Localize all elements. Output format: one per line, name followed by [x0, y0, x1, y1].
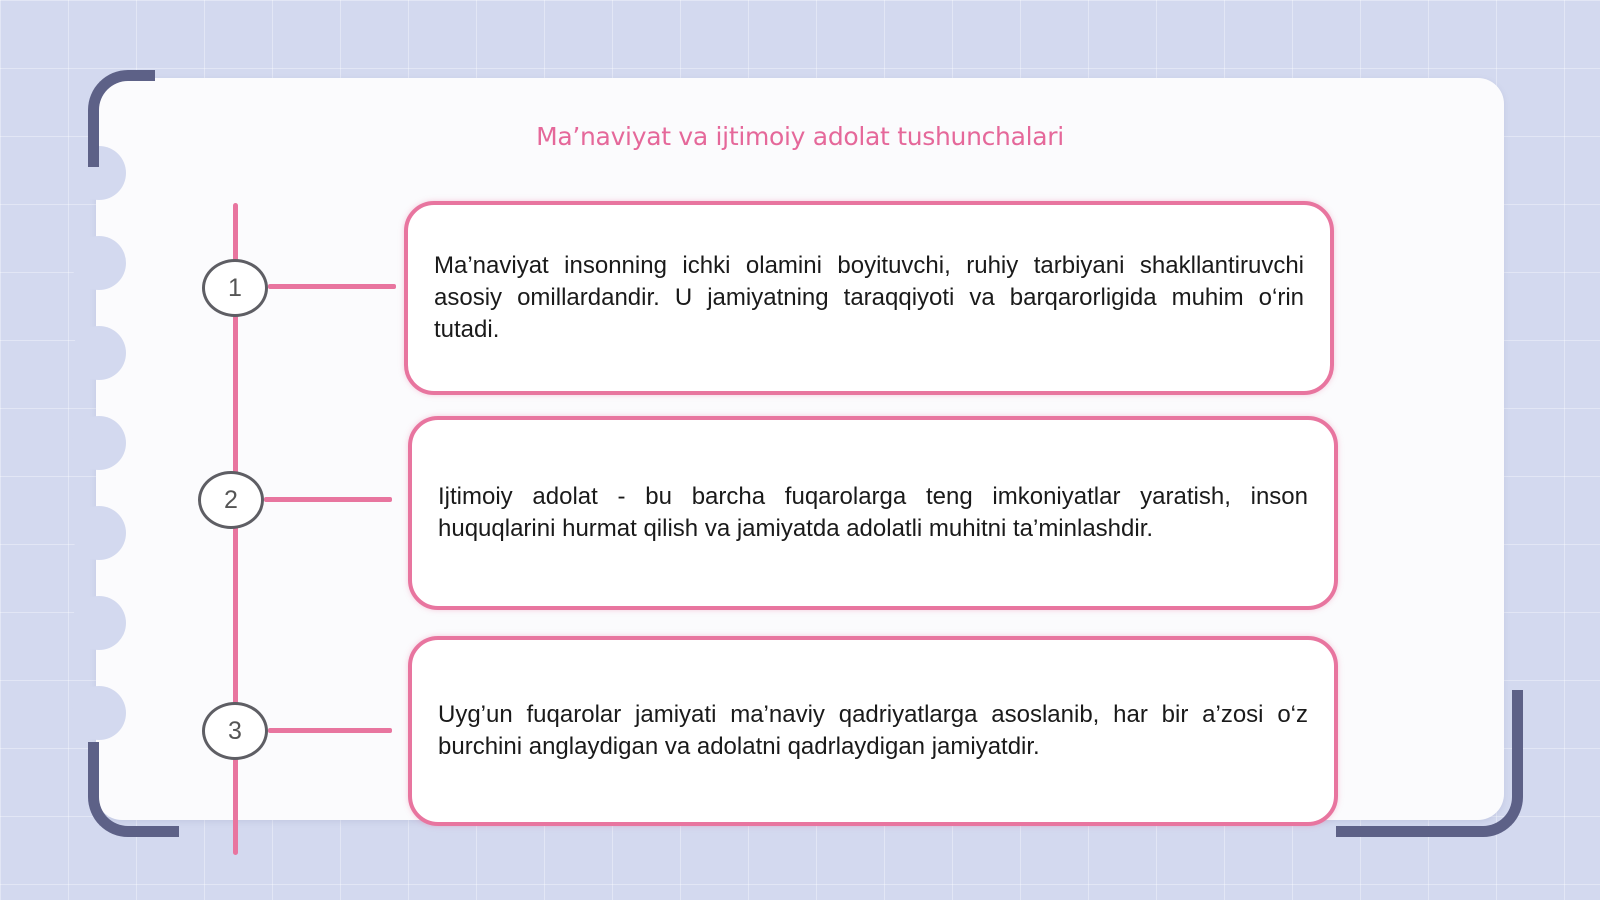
paper-notch — [72, 506, 126, 560]
step-connector — [268, 284, 396, 289]
step-text: Ma’naviyat insonning ichki olamini boyituvchi, ruhiy tarbiyani shakllantiruvchi asosiy omillardandir. U jamiyatning taraqqiyoti va barqarorligida muhim o‘rin tutadi. — [434, 252, 1304, 343]
step-text: Uyg’un fuqarolar jamiyati ma’naviy qadriyatlarga asoslanib, har bir a’zosi o‘z burchini anglaydigan va adolatni qadrlaydigan jamiyatdir. — [438, 701, 1308, 760]
step-connector — [264, 497, 392, 502]
paper-notch — [72, 326, 126, 380]
frame-corner-bottom-left — [88, 742, 179, 837]
frame-corner-top-left — [88, 70, 155, 167]
step-number-circle: 1 — [202, 259, 268, 317]
slide-title: Ma’naviyat va ijtimoiy adolat tushunchalari — [536, 122, 1064, 151]
step-text: Ijtimoiy adolat - bu barcha fuqarolarga teng imkoniyatlar yaratish, inson huquqlarini hurmat qilish va jamiyatda adolatli muhitni ta’minlashdir. — [438, 483, 1308, 542]
paper-notch — [72, 416, 126, 470]
step-number-circle: 2 — [198, 471, 264, 529]
step-card — [408, 416, 1338, 610]
frame-corner-bottom-right — [1336, 690, 1523, 837]
step-connector — [268, 728, 392, 733]
step-number-circle: 3 — [202, 702, 268, 760]
paper-notch — [72, 596, 126, 650]
paper-notch — [72, 686, 126, 740]
step-card — [408, 636, 1338, 826]
step-card — [404, 201, 1334, 395]
paper-notch — [72, 236, 126, 290]
